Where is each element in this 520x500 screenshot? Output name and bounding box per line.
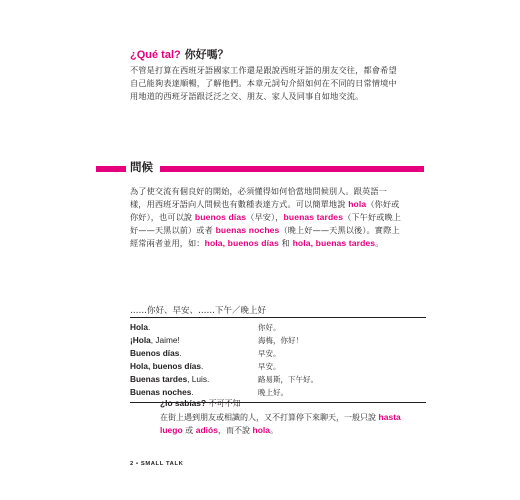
table-row [130, 373, 426, 386]
greetings-term: hola [348, 199, 367, 209]
table-row [130, 360, 426, 373]
page-title [130, 46, 229, 62]
page-title-spanish: ¿Qué tal? [130, 49, 181, 61]
page-title-chinese: 你好嗎？ [180, 48, 229, 61]
phrase-table-heading: ……你好、早安、……下午／晚上好 [130, 306, 267, 316]
intro-paragraph: 不管是打算在西班牙語國家工作還是跟說西班牙語的朋友交往，都會希望自己能夠表達順暢，了解他們。本章元詞句介紹如何在不同的日常情境中用地道的西班牙語跟泛泛之交、朋友、家人及同事自如地交流。 [130, 65, 397, 101]
greetings-term: buenos días [194, 212, 247, 222]
did-you-know-text: 或 [182, 426, 196, 435]
did-you-know-text [160, 411, 422, 437]
spanish-phrase: Hola. [130, 322, 151, 332]
chinese-translation: 你好。 [258, 323, 281, 332]
did-you-know-text: ，而不說 [217, 426, 253, 435]
did-you-know-title-chinese: 不可不知 [206, 399, 241, 408]
did-you-know-title [160, 398, 241, 409]
greetings-paragraph [130, 185, 402, 250]
did-you-know-term: hola [252, 425, 270, 435]
chinese-translation: 海梅，你好！ [258, 336, 303, 345]
greetings-text: （早安）， [246, 212, 284, 222]
greetings-text: （下午好或晚上好——天黑以前）或者 [130, 212, 402, 235]
greetings-text: 為了使交流有個良好的開始，必須懂得如何恰當地問候別人。跟英語一樣，用西班牙語向人問候也有數種表達方式。可以簡單地說 [130, 186, 387, 209]
page-footer: 2 • SMALL TALK [130, 461, 184, 467]
chinese-translation: 早安。 [258, 349, 281, 358]
did-you-know-text: 。 [270, 426, 278, 435]
section-bar-left [96, 166, 126, 172]
table-row [130, 321, 426, 334]
greetings-text: （晚上好——天黑以後）。實際上經常兩者並用，如： [130, 225, 400, 248]
greetings-term: hola, buenos días [204, 238, 279, 248]
spanish-phrase: Buenas noches. [130, 387, 194, 397]
greetings-text: （你好或你好），也可以說 [130, 199, 400, 222]
did-you-know-term: hasta luego [160, 412, 401, 435]
spanish-phrase: Hola, buenos días. [130, 361, 204, 371]
greetings-text: 。 [375, 238, 384, 248]
chinese-translation: 晚上好。 [258, 388, 288, 397]
chinese-translation: 路易斯，下午好。 [258, 375, 318, 384]
greetings-term: buenas noches [215, 225, 280, 235]
section-heading-greetings: 問候 [130, 160, 153, 174]
spanish-phrase: Buenos días. [130, 348, 182, 358]
greetings-term: hola, buenas tardes [292, 238, 376, 248]
phrase-table [130, 317, 426, 403]
section-bar-right [160, 166, 424, 172]
spanish-phrase: Buenas tardes, Luis. [130, 374, 210, 384]
chinese-translation: 早安。 [258, 362, 281, 371]
table-row [130, 334, 426, 347]
did-you-know-term: adiós [195, 425, 218, 435]
table-row [130, 347, 426, 360]
greetings-term: buenas tardes [283, 212, 344, 222]
did-you-know-text: 在街上遇到朋友或相識的人，又不打算停下來聊天，一般只說 [160, 413, 379, 422]
did-you-know-title-spanish: ¿lo sabías? [160, 398, 207, 408]
greetings-text: 和 [278, 238, 293, 248]
spanish-phrase: ¡Hola, Jaime! [130, 335, 180, 345]
